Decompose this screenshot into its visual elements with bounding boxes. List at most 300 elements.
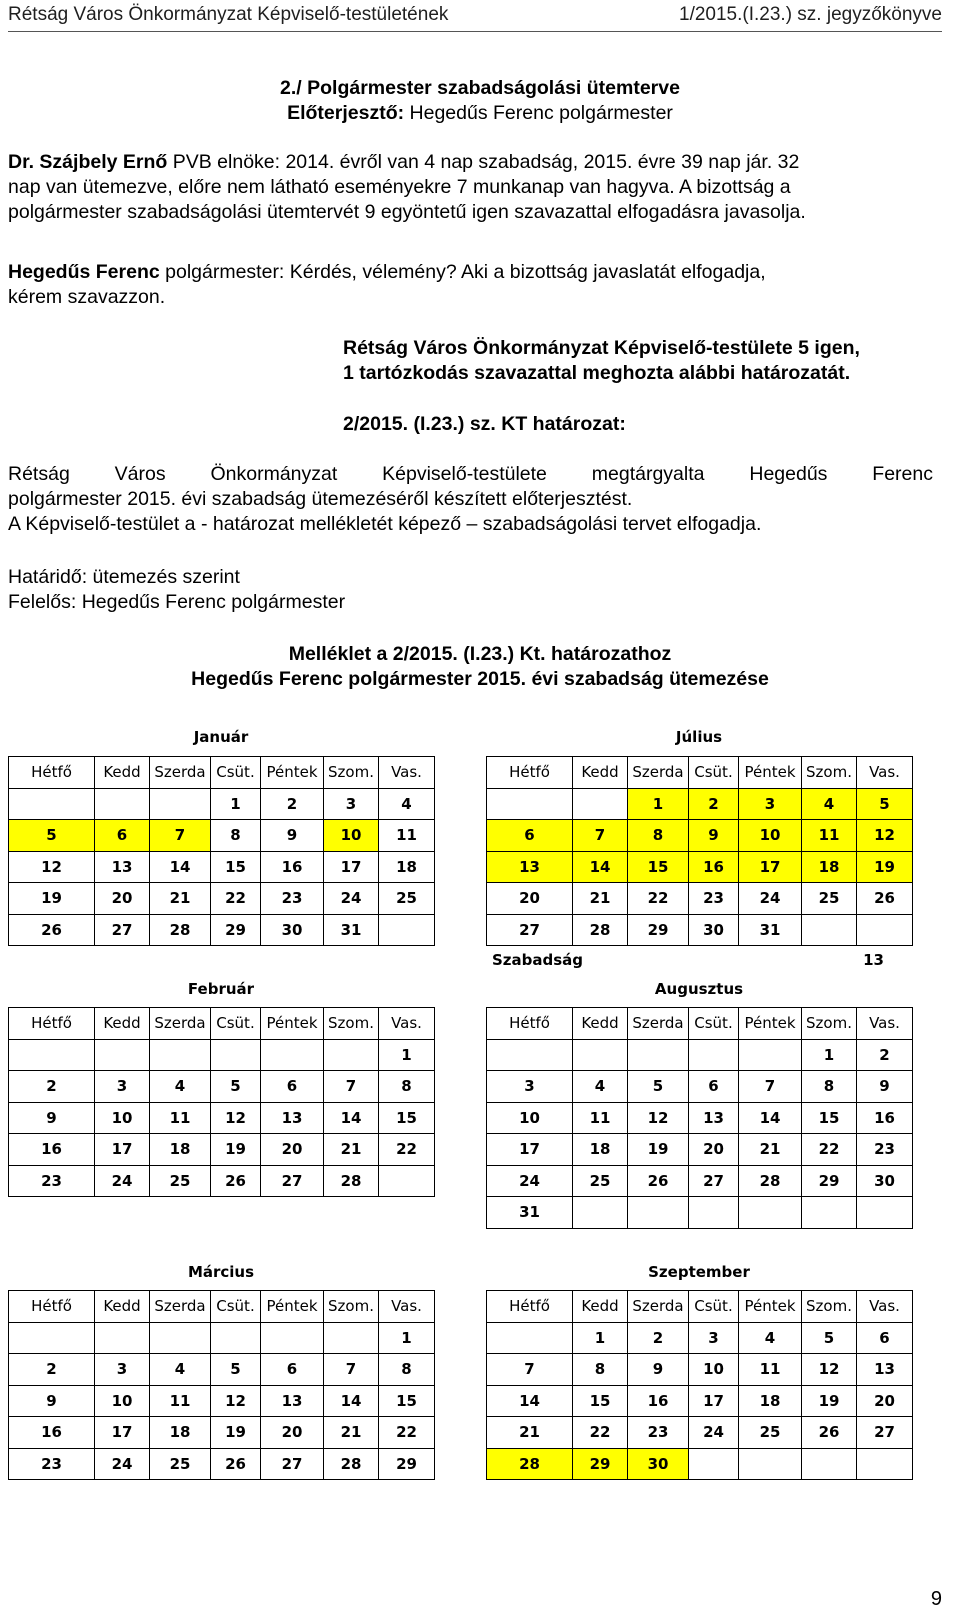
day-cell: 22 bbox=[628, 883, 689, 915]
weekday-header: Péntek bbox=[261, 1008, 324, 1040]
day-cell: 2 bbox=[689, 788, 739, 820]
day-cell: 12 bbox=[857, 820, 913, 852]
day-cell: 22 bbox=[211, 883, 261, 915]
day-cell: 10 bbox=[95, 1102, 150, 1134]
week-row bbox=[487, 1102, 913, 1134]
weekday-header-row bbox=[487, 1291, 913, 1323]
day-cell: 11 bbox=[379, 820, 435, 852]
day-cell bbox=[261, 1322, 324, 1354]
month-table bbox=[486, 1007, 913, 1229]
day-cell: 2 bbox=[628, 1322, 689, 1354]
day-cell: 23 bbox=[9, 1165, 95, 1197]
day-cell: 15 bbox=[628, 851, 689, 883]
weekday-header: Kedd bbox=[573, 1008, 628, 1040]
day-cell: 6 bbox=[689, 1071, 739, 1103]
week-row bbox=[487, 1448, 913, 1480]
day-cell: 10 bbox=[487, 1102, 573, 1134]
day-cell: 24 bbox=[95, 1165, 150, 1197]
week-row bbox=[9, 1039, 435, 1071]
day-cell bbox=[150, 1039, 211, 1071]
day-cell: 31 bbox=[487, 1197, 573, 1229]
day-cell: 13 bbox=[261, 1385, 324, 1417]
weekday-header: Péntek bbox=[739, 1291, 802, 1323]
day-cell: 17 bbox=[95, 1417, 150, 1449]
month-title: Február bbox=[187, 980, 255, 998]
day-cell: 25 bbox=[802, 883, 857, 915]
day-cell: 31 bbox=[739, 914, 802, 946]
week-row bbox=[9, 1322, 435, 1354]
day-cell: 11 bbox=[150, 1102, 211, 1134]
weekday-header: Hétfő bbox=[9, 757, 95, 789]
weekday-header: Csüt. bbox=[211, 1008, 261, 1040]
summary-label: Szabadság bbox=[492, 951, 584, 969]
day-cell: 19 bbox=[802, 1385, 857, 1417]
day-cell bbox=[739, 1039, 802, 1071]
day-cell: 4 bbox=[573, 1071, 628, 1103]
weekday-header: Szom. bbox=[802, 757, 857, 789]
day-cell: 8 bbox=[379, 1071, 435, 1103]
day-cell: 29 bbox=[379, 1448, 435, 1480]
para2-line2: kérem szavazzon. bbox=[8, 286, 166, 308]
day-cell: 25 bbox=[739, 1417, 802, 1449]
day-cell bbox=[9, 1039, 95, 1071]
day-cell: 2 bbox=[857, 1039, 913, 1071]
day-cell: 21 bbox=[150, 883, 211, 915]
day-cell: 25 bbox=[379, 883, 435, 915]
day-cell bbox=[573, 1197, 628, 1229]
weekday-header: Szom. bbox=[324, 1291, 379, 1323]
day-cell: 17 bbox=[487, 1134, 573, 1166]
day-cell: 6 bbox=[95, 820, 150, 852]
day-cell: 10 bbox=[689, 1354, 739, 1386]
day-cell: 19 bbox=[9, 883, 95, 915]
day-cell: 17 bbox=[689, 1385, 739, 1417]
weekday-header: Hétfő bbox=[487, 757, 573, 789]
weekday-header: Péntek bbox=[261, 757, 324, 789]
header-left: Rétság Város Önkormányzat Képviselő-testületének bbox=[8, 4, 449, 25]
day-cell: 28 bbox=[487, 1448, 573, 1480]
day-cell bbox=[573, 788, 628, 820]
day-cell: 12 bbox=[802, 1354, 857, 1386]
day-cell: 18 bbox=[150, 1134, 211, 1166]
day-cell: 30 bbox=[628, 1448, 689, 1480]
day-cell: 30 bbox=[689, 914, 739, 946]
day-cell: 18 bbox=[739, 1385, 802, 1417]
day-cell: 9 bbox=[9, 1102, 95, 1134]
weekday-header: Kedd bbox=[95, 757, 150, 789]
week-row bbox=[487, 1165, 913, 1197]
day-cell: 25 bbox=[150, 1448, 211, 1480]
summary-value: 13 bbox=[863, 951, 884, 969]
weekday-header: Hétfő bbox=[9, 1008, 95, 1040]
day-cell: 2 bbox=[9, 1354, 95, 1386]
vote-line1: Rétság Város Önkormányzat Képviselő-testülete 5 igen, bbox=[343, 337, 860, 359]
day-cell: 15 bbox=[379, 1385, 435, 1417]
day-cell: 21 bbox=[573, 883, 628, 915]
day-cell: 24 bbox=[487, 1165, 573, 1197]
day-cell bbox=[95, 1039, 150, 1071]
day-cell bbox=[379, 914, 435, 946]
day-cell: 10 bbox=[739, 820, 802, 852]
day-cell: 15 bbox=[211, 851, 261, 883]
day-cell: 7 bbox=[150, 820, 211, 852]
deadline: Határidő: ütemezés szerint bbox=[8, 566, 240, 588]
day-cell: 22 bbox=[379, 1417, 435, 1449]
day-cell bbox=[628, 1197, 689, 1229]
day-cell: 1 bbox=[628, 788, 689, 820]
weekday-header: Szerda bbox=[150, 1291, 211, 1323]
presenter-line bbox=[0, 101, 960, 126]
vote-line2: 1 tartózkodás szavazattal meghozta alábbi határozatát. bbox=[343, 362, 851, 384]
weekday-header: Péntek bbox=[739, 757, 802, 789]
day-cell bbox=[324, 1322, 379, 1354]
day-cell: 19 bbox=[211, 1134, 261, 1166]
day-cell: 5 bbox=[9, 820, 95, 852]
day-cell bbox=[857, 1197, 913, 1229]
week-row bbox=[487, 883, 913, 915]
week-row bbox=[9, 1165, 435, 1197]
day-cell: 12 bbox=[9, 851, 95, 883]
presenter-name: Hegedűs Ferenc polgármester bbox=[404, 102, 673, 124]
weekday-header: Csüt. bbox=[211, 757, 261, 789]
week-row bbox=[487, 1071, 913, 1103]
weekday-header-row bbox=[9, 1008, 435, 1040]
day-cell: 15 bbox=[573, 1385, 628, 1417]
day-cell: 30 bbox=[857, 1165, 913, 1197]
day-cell: 12 bbox=[628, 1102, 689, 1134]
week-row bbox=[9, 1354, 435, 1386]
day-cell: 20 bbox=[857, 1385, 913, 1417]
day-cell: 28 bbox=[324, 1165, 379, 1197]
header-right: 1/2015.(I.23.) sz. jegyzőkönyve bbox=[679, 4, 942, 25]
week-row bbox=[487, 1197, 913, 1229]
para2-speaker: Hegedűs Ferenc bbox=[8, 261, 160, 283]
weekday-header: Vas. bbox=[379, 757, 435, 789]
week-row bbox=[487, 1039, 913, 1071]
day-cell: 17 bbox=[95, 1134, 150, 1166]
para1-text-1: PVB elnöke: 2014. évről van 4 nap szabadság, 2015. évre 39 nap jár. 32 bbox=[167, 151, 800, 173]
day-cell: 16 bbox=[9, 1134, 95, 1166]
weekday-header: Hétfő bbox=[487, 1008, 573, 1040]
day-cell: 4 bbox=[150, 1071, 211, 1103]
weekday-header: Kedd bbox=[95, 1008, 150, 1040]
day-cell: 7 bbox=[573, 820, 628, 852]
day-cell: 16 bbox=[689, 851, 739, 883]
weekday-header: Szerda bbox=[628, 757, 689, 789]
para1-line3: polgármester szabadságolási ütemtervét 9 egyöntetű igen szavazattal elfogadásra javasolja. bbox=[8, 201, 806, 223]
day-cell: 1 bbox=[379, 1322, 435, 1354]
month-title: Január bbox=[193, 728, 249, 746]
day-cell: 17 bbox=[739, 851, 802, 883]
day-cell: 23 bbox=[261, 883, 324, 915]
day-cell: 7 bbox=[324, 1071, 379, 1103]
week-row bbox=[487, 1417, 913, 1449]
week-row bbox=[9, 1448, 435, 1480]
para1-line1 bbox=[8, 150, 933, 175]
day-cell: 5 bbox=[211, 1354, 261, 1386]
day-cell: 18 bbox=[802, 851, 857, 883]
day-cell: 26 bbox=[857, 883, 913, 915]
day-cell: 10 bbox=[324, 820, 379, 852]
week-row bbox=[487, 1385, 913, 1417]
week-row bbox=[9, 788, 435, 820]
weekday-header: Vas. bbox=[857, 1008, 913, 1040]
month-title: Augusztus bbox=[654, 980, 744, 998]
day-cell: 26 bbox=[211, 1448, 261, 1480]
weekday-header-row bbox=[487, 1008, 913, 1040]
resolution-line2: polgármester 2015. évi szabadság ütemezéséről készített előterjesztést. bbox=[8, 488, 633, 510]
day-cell bbox=[487, 1039, 573, 1071]
day-cell: 4 bbox=[150, 1354, 211, 1386]
day-cell: 14 bbox=[324, 1385, 379, 1417]
week-row bbox=[9, 1385, 435, 1417]
month-table bbox=[486, 756, 913, 946]
day-cell: 26 bbox=[628, 1165, 689, 1197]
day-cell: 23 bbox=[9, 1448, 95, 1480]
day-cell: 20 bbox=[95, 883, 150, 915]
weekday-header: Hétfő bbox=[487, 1291, 573, 1323]
day-cell: 15 bbox=[379, 1102, 435, 1134]
day-cell: 26 bbox=[802, 1417, 857, 1449]
weekday-header: Szom. bbox=[802, 1291, 857, 1323]
day-cell bbox=[487, 1322, 573, 1354]
day-cell bbox=[211, 1039, 261, 1071]
day-cell: 1 bbox=[802, 1039, 857, 1071]
day-cell: 9 bbox=[261, 820, 324, 852]
resolution-line1: Rétság Város Önkormányzat Képviselő-testülete megtárgyalta Hegedűs Ferenc bbox=[8, 463, 933, 485]
weekday-header: Szerda bbox=[150, 757, 211, 789]
day-cell: 19 bbox=[628, 1134, 689, 1166]
weekday-header: Péntek bbox=[261, 1291, 324, 1323]
day-cell bbox=[689, 1039, 739, 1071]
day-cell bbox=[857, 1448, 913, 1480]
week-row bbox=[487, 1134, 913, 1166]
header-rule bbox=[8, 31, 942, 32]
month-title: Július bbox=[675, 728, 723, 746]
day-cell: 6 bbox=[261, 1071, 324, 1103]
day-cell: 4 bbox=[739, 1322, 802, 1354]
day-cell: 3 bbox=[95, 1071, 150, 1103]
day-cell: 13 bbox=[689, 1102, 739, 1134]
day-cell: 8 bbox=[573, 1354, 628, 1386]
day-cell bbox=[211, 1322, 261, 1354]
day-cell bbox=[689, 1448, 739, 1480]
day-cell: 26 bbox=[211, 1165, 261, 1197]
day-cell bbox=[150, 788, 211, 820]
day-cell: 4 bbox=[802, 788, 857, 820]
day-cell bbox=[739, 1448, 802, 1480]
day-cell: 18 bbox=[573, 1134, 628, 1166]
day-cell: 8 bbox=[211, 820, 261, 852]
day-cell: 1 bbox=[379, 1039, 435, 1071]
day-cell bbox=[857, 914, 913, 946]
para2-text: polgármester: Kérdés, vélemény? Aki a bizottság javaslatát elfogadja, bbox=[159, 261, 766, 283]
day-cell: 3 bbox=[689, 1322, 739, 1354]
day-cell: 5 bbox=[211, 1071, 261, 1103]
day-cell: 20 bbox=[261, 1134, 324, 1166]
day-cell: 24 bbox=[689, 1417, 739, 1449]
day-cell bbox=[689, 1197, 739, 1229]
month-table bbox=[486, 1290, 913, 1480]
day-cell: 5 bbox=[802, 1322, 857, 1354]
day-cell: 4 bbox=[379, 788, 435, 820]
weekday-header-row bbox=[487, 757, 913, 789]
week-row bbox=[9, 883, 435, 915]
weekday-header: Szom. bbox=[324, 757, 379, 789]
resolution-title: 2/2015. (I.23.) sz. KT határozat: bbox=[343, 413, 626, 435]
day-cell: 1 bbox=[573, 1322, 628, 1354]
day-cell: 27 bbox=[487, 914, 573, 946]
weekday-header-row bbox=[9, 757, 435, 789]
day-cell bbox=[9, 1322, 95, 1354]
weekday-header: Péntek bbox=[739, 1008, 802, 1040]
day-cell: 9 bbox=[9, 1385, 95, 1417]
day-cell: 25 bbox=[150, 1165, 211, 1197]
day-cell: 24 bbox=[324, 883, 379, 915]
para1-line2: nap van ütemezve, előre nem látható eseményekre 7 munkanap van hagyva. A bizottság a bbox=[8, 176, 791, 198]
week-row bbox=[9, 1417, 435, 1449]
day-cell: 11 bbox=[739, 1354, 802, 1386]
day-cell bbox=[95, 788, 150, 820]
weekday-header: Csüt. bbox=[211, 1291, 261, 1323]
day-cell: 14 bbox=[739, 1102, 802, 1134]
day-cell: 9 bbox=[689, 820, 739, 852]
day-cell: 8 bbox=[628, 820, 689, 852]
day-cell: 27 bbox=[261, 1448, 324, 1480]
day-cell: 14 bbox=[324, 1102, 379, 1134]
day-cell: 18 bbox=[150, 1417, 211, 1449]
week-row bbox=[9, 851, 435, 883]
month-title: Március bbox=[187, 1263, 255, 1281]
week-row bbox=[487, 914, 913, 946]
week-row bbox=[9, 1134, 435, 1166]
weekday-header: Hétfő bbox=[9, 1291, 95, 1323]
weekday-header: Csüt. bbox=[689, 1291, 739, 1323]
day-cell bbox=[802, 1448, 857, 1480]
day-cell: 3 bbox=[95, 1354, 150, 1386]
day-cell: 25 bbox=[573, 1165, 628, 1197]
day-cell bbox=[802, 1197, 857, 1229]
day-cell: 7 bbox=[487, 1354, 573, 1386]
para2-line1 bbox=[8, 260, 933, 285]
day-cell bbox=[379, 1165, 435, 1197]
weekday-header: Vas. bbox=[379, 1291, 435, 1323]
day-cell: 16 bbox=[261, 851, 324, 883]
week-row bbox=[487, 1322, 913, 1354]
day-cell: 9 bbox=[857, 1071, 913, 1103]
weekday-header: Szerda bbox=[628, 1291, 689, 1323]
day-cell: 18 bbox=[379, 851, 435, 883]
weekday-header: Szom. bbox=[802, 1008, 857, 1040]
day-cell: 20 bbox=[261, 1417, 324, 1449]
day-cell: 29 bbox=[802, 1165, 857, 1197]
day-cell bbox=[628, 1039, 689, 1071]
weekday-header: Vas. bbox=[857, 1291, 913, 1323]
page-number: 9 bbox=[930, 1588, 942, 1610]
weekday-header-row bbox=[9, 1291, 435, 1323]
day-cell: 2 bbox=[261, 788, 324, 820]
day-cell bbox=[739, 1197, 802, 1229]
day-cell: 31 bbox=[324, 914, 379, 946]
day-cell: 27 bbox=[689, 1165, 739, 1197]
week-row bbox=[487, 788, 913, 820]
day-cell bbox=[95, 1322, 150, 1354]
day-cell: 5 bbox=[857, 788, 913, 820]
day-cell: 12 bbox=[211, 1385, 261, 1417]
weekday-header: Csüt. bbox=[689, 1008, 739, 1040]
day-cell: 13 bbox=[487, 851, 573, 883]
weekday-header: Kedd bbox=[95, 1291, 150, 1323]
day-cell: 29 bbox=[211, 914, 261, 946]
day-cell bbox=[150, 1322, 211, 1354]
day-cell: 23 bbox=[628, 1417, 689, 1449]
day-cell: 6 bbox=[487, 820, 573, 852]
day-cell bbox=[487, 788, 573, 820]
day-cell: 28 bbox=[150, 914, 211, 946]
resolution-line3: A Képviselő-testület a - határozat mellékletét képező – szabadságolási tervet elfogadja. bbox=[8, 513, 762, 535]
day-cell: 29 bbox=[573, 1448, 628, 1480]
day-cell: 6 bbox=[857, 1322, 913, 1354]
week-row bbox=[487, 1354, 913, 1386]
day-cell: 7 bbox=[739, 1071, 802, 1103]
day-cell: 12 bbox=[211, 1102, 261, 1134]
day-cell: 27 bbox=[261, 1165, 324, 1197]
day-cell: 8 bbox=[379, 1354, 435, 1386]
appendix-line2: Hegedűs Ferenc polgármester 2015. évi szabadság ütemezése bbox=[191, 668, 769, 690]
day-cell: 14 bbox=[487, 1385, 573, 1417]
day-cell: 29 bbox=[628, 914, 689, 946]
day-cell: 10 bbox=[95, 1385, 150, 1417]
day-cell: 7 bbox=[324, 1354, 379, 1386]
week-row bbox=[9, 1071, 435, 1103]
day-cell: 19 bbox=[857, 851, 913, 883]
day-cell: 28 bbox=[324, 1448, 379, 1480]
day-cell: 17 bbox=[324, 851, 379, 883]
day-cell bbox=[9, 788, 95, 820]
day-cell: 28 bbox=[739, 1165, 802, 1197]
day-cell: 1 bbox=[211, 788, 261, 820]
day-cell: 14 bbox=[150, 851, 211, 883]
weekday-header: Szerda bbox=[628, 1008, 689, 1040]
day-cell: 11 bbox=[150, 1385, 211, 1417]
day-cell: 3 bbox=[324, 788, 379, 820]
day-cell: 28 bbox=[573, 914, 628, 946]
day-cell: 20 bbox=[487, 883, 573, 915]
week-row bbox=[9, 914, 435, 946]
day-cell: 23 bbox=[857, 1134, 913, 1166]
day-cell: 3 bbox=[739, 788, 802, 820]
day-cell: 21 bbox=[324, 1417, 379, 1449]
day-cell bbox=[573, 1039, 628, 1071]
weekday-header: Szom. bbox=[324, 1008, 379, 1040]
day-cell: 21 bbox=[739, 1134, 802, 1166]
day-cell: 13 bbox=[857, 1354, 913, 1386]
weekday-header: Vas. bbox=[857, 757, 913, 789]
day-cell: 3 bbox=[487, 1071, 573, 1103]
day-cell: 30 bbox=[261, 914, 324, 946]
month-table bbox=[8, 756, 435, 946]
day-cell: 24 bbox=[95, 1448, 150, 1480]
day-cell: 9 bbox=[628, 1354, 689, 1386]
day-cell: 22 bbox=[379, 1134, 435, 1166]
day-cell: 6 bbox=[261, 1354, 324, 1386]
day-cell: 13 bbox=[95, 851, 150, 883]
section-title: 2./ Polgármester szabadságolási ütemterve bbox=[280, 77, 680, 99]
day-cell: 16 bbox=[9, 1417, 95, 1449]
day-cell: 22 bbox=[802, 1134, 857, 1166]
day-cell: 13 bbox=[261, 1102, 324, 1134]
day-cell: 23 bbox=[689, 883, 739, 915]
